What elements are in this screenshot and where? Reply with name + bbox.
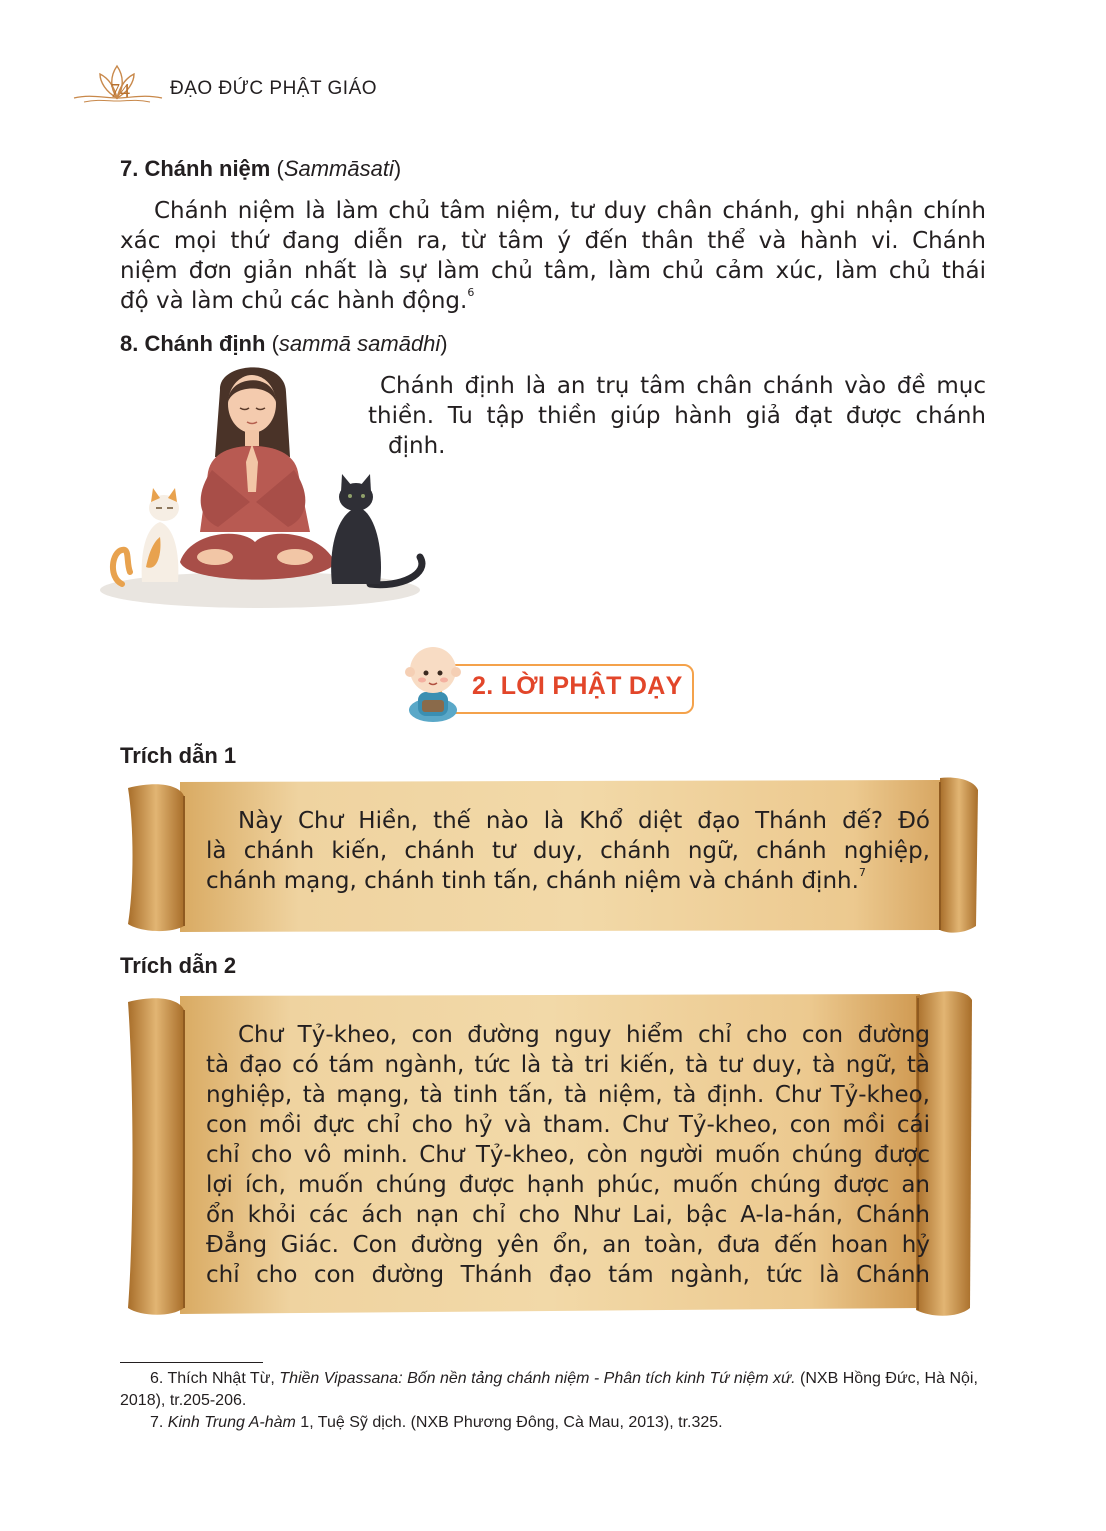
body-line: định. [388,433,446,459]
quote-line: ổn khỏi các ách nạn chỉ cho Như Lai, bậc A-la-hán, Chánh [206,1202,930,1228]
footnote-ref: 6 [467,286,475,299]
quote-line-text: chánh mạng, chánh tinh tấn, chánh niệm và chánh định. [206,868,859,894]
footnote-6 [120,1368,990,1412]
quote-1-heading [120,743,236,769]
section-7-heading [120,156,401,182]
section-8-heading [120,331,448,357]
quote-line [206,866,930,896]
footnotes [120,1368,990,1434]
footnote-prefix: 7. [150,1414,168,1431]
quote-line: con mồi đực chỉ cho hỷ và tham. Chư Tỷ-kheo, con mồi cái [206,1112,930,1138]
body-line: thiền. Tu tập thiền giúp hành giả đạt được chánh [368,403,986,429]
page-number: 74 [110,80,130,102]
quote-2-scroll [120,988,980,1320]
body-line-text: độ và làm chủ các hành động. [120,288,468,314]
quote-line: nghiệp, tà mạng, tà tinh tấn, tà niệm, tà định. Chư Tỷ-kheo, [206,1082,930,1108]
footnote-rule [120,1362,263,1363]
banner-label: 2. LỜI PHẬT DẠY [472,672,683,700]
section-8-term: sammā samādhi [278,331,441,356]
quote-line: chỉ cho vô minh. Chư Tỷ-kheo, còn người muốn chúng được [206,1142,930,1168]
paren-close: ) [440,331,448,356]
footnote-prefix: 6. Thích Nhật Từ, [150,1370,280,1387]
section-7-body [120,196,986,316]
quote-line: chỉ cho con đường Thánh đạo tám ngành, tức là Chánh [206,1262,930,1288]
section-7-term: Sammāsati [283,156,394,181]
quote-line: lợi ích, muốn chúng được hạnh phúc, muốn chúng được an [206,1172,930,1198]
body-line: niệm đơn giản nhất là sự làm chủ tâm, làm chủ cảm xúc, làm chủ thái [120,258,986,284]
footnote-ref: 7 [858,866,866,879]
page-header [70,62,490,112]
quote-1-title: Trích dẫn 1 [120,743,237,768]
footnote-suffix: 1, Tuệ Sỹ dịch. (NXB Phương Đông, Cà Mau, 2013), tr.325. [295,1414,723,1431]
paren-close: ) [393,156,402,181]
quote-2-heading [120,953,236,979]
footnote-title: Thiền Vipassana: Bốn nền tảng chánh niệm - Phân tích kinh Tứ niệm xứ. [279,1370,796,1387]
quote-line: Này Chư Hiền, thế nào là Khổ diệt đạo Thánh đế? Đó [238,808,930,834]
quote-line: Chư Tỷ-kheo, con đường nguy hiểm chỉ cho con đường [238,1022,930,1048]
quote-line: tà đạo có tám ngành, tức là tà tri kiến, tà tư duy, tà ngữ, tà [206,1052,930,1078]
quote-line: là chánh kiến, chánh tư duy, chánh ngữ, chánh nghiệp, [206,838,930,864]
quote-1-scroll [120,776,980,936]
body-line [120,286,986,316]
footnote-7 [120,1412,990,1434]
child-monk-icon [400,640,470,725]
paren-open: ( [271,331,279,356]
footnote-title: Kinh Trung A-hàm [167,1414,296,1431]
section-8-body [366,371,986,461]
quote-2-text [206,1020,930,1290]
quote-2-title: Trích dẫn 2 [120,953,237,978]
section-8-title: 8. Chánh định [120,331,266,356]
paren-open: ( [276,156,284,181]
footnote-suffix: (NXB Hồng Đức, Hà Nội, 2018), tr.205-206. [120,1370,978,1409]
section-banner [400,640,700,725]
running-title: ĐẠO ĐỨC PHẬT GIÁO [170,78,378,99]
section-7-title: 7. Chánh niệm [120,156,271,181]
quote-line: Đẳng Giác. Con đường yên ổn, an toàn, đưa đến hoan hỷ [206,1232,930,1258]
body-line: Chánh định là an trụ tâm chân chánh vào đề mục [380,373,986,399]
body-line: Chánh niệm là làm chủ tâm niệm, tư duy chân chánh, ghi nhận chính [154,198,986,224]
quote-1-text [206,806,930,896]
body-line: xác mọi thứ đang diễn ra, từ tâm ý đến thân thể và hành vi. Chánh [120,228,986,254]
